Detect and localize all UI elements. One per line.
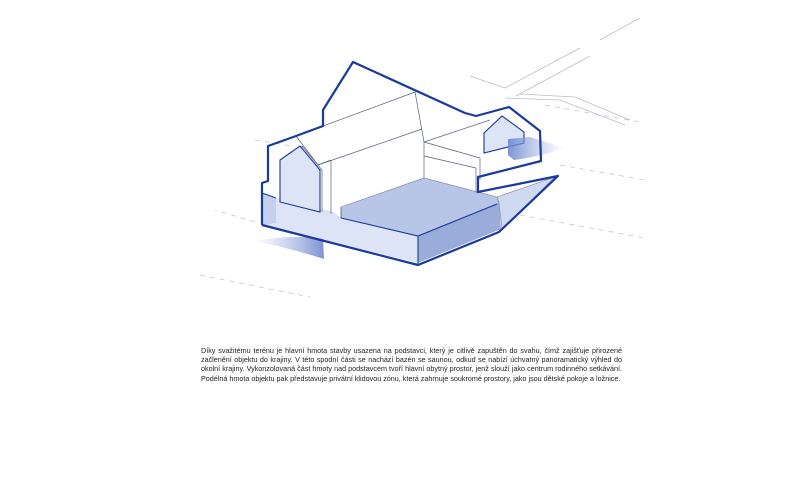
terrace-platform [497,177,555,229]
gable-window [280,146,320,212]
view-cone-left [253,237,324,259]
road-lines [470,18,640,125]
view-cone-right [508,137,565,160]
wing-lines [424,120,490,180]
description-text: Díky svažitému terénu je hlavní hmota stavby usazena na podstavci, který je citlivě zapuštěn do svahu, čímž zajišťuje přirozené začlenění objektu do krajiny. V této spodní části se nachází bazén se saunou, odkud se nabízí úchvatný panoramatický výhled do okolní krajiny. Vykonzolovaná část hmoty nad podstavcem tvoří hlavní obytný prostor, jenž slouží jako centrum rodinného setkávání. Podélná hmota objektu pak představuje privátní klidovou zónu, která zahrnuje soukromé prostory, jako jsou dětské pokoje a ložnice. [201,346,622,383]
